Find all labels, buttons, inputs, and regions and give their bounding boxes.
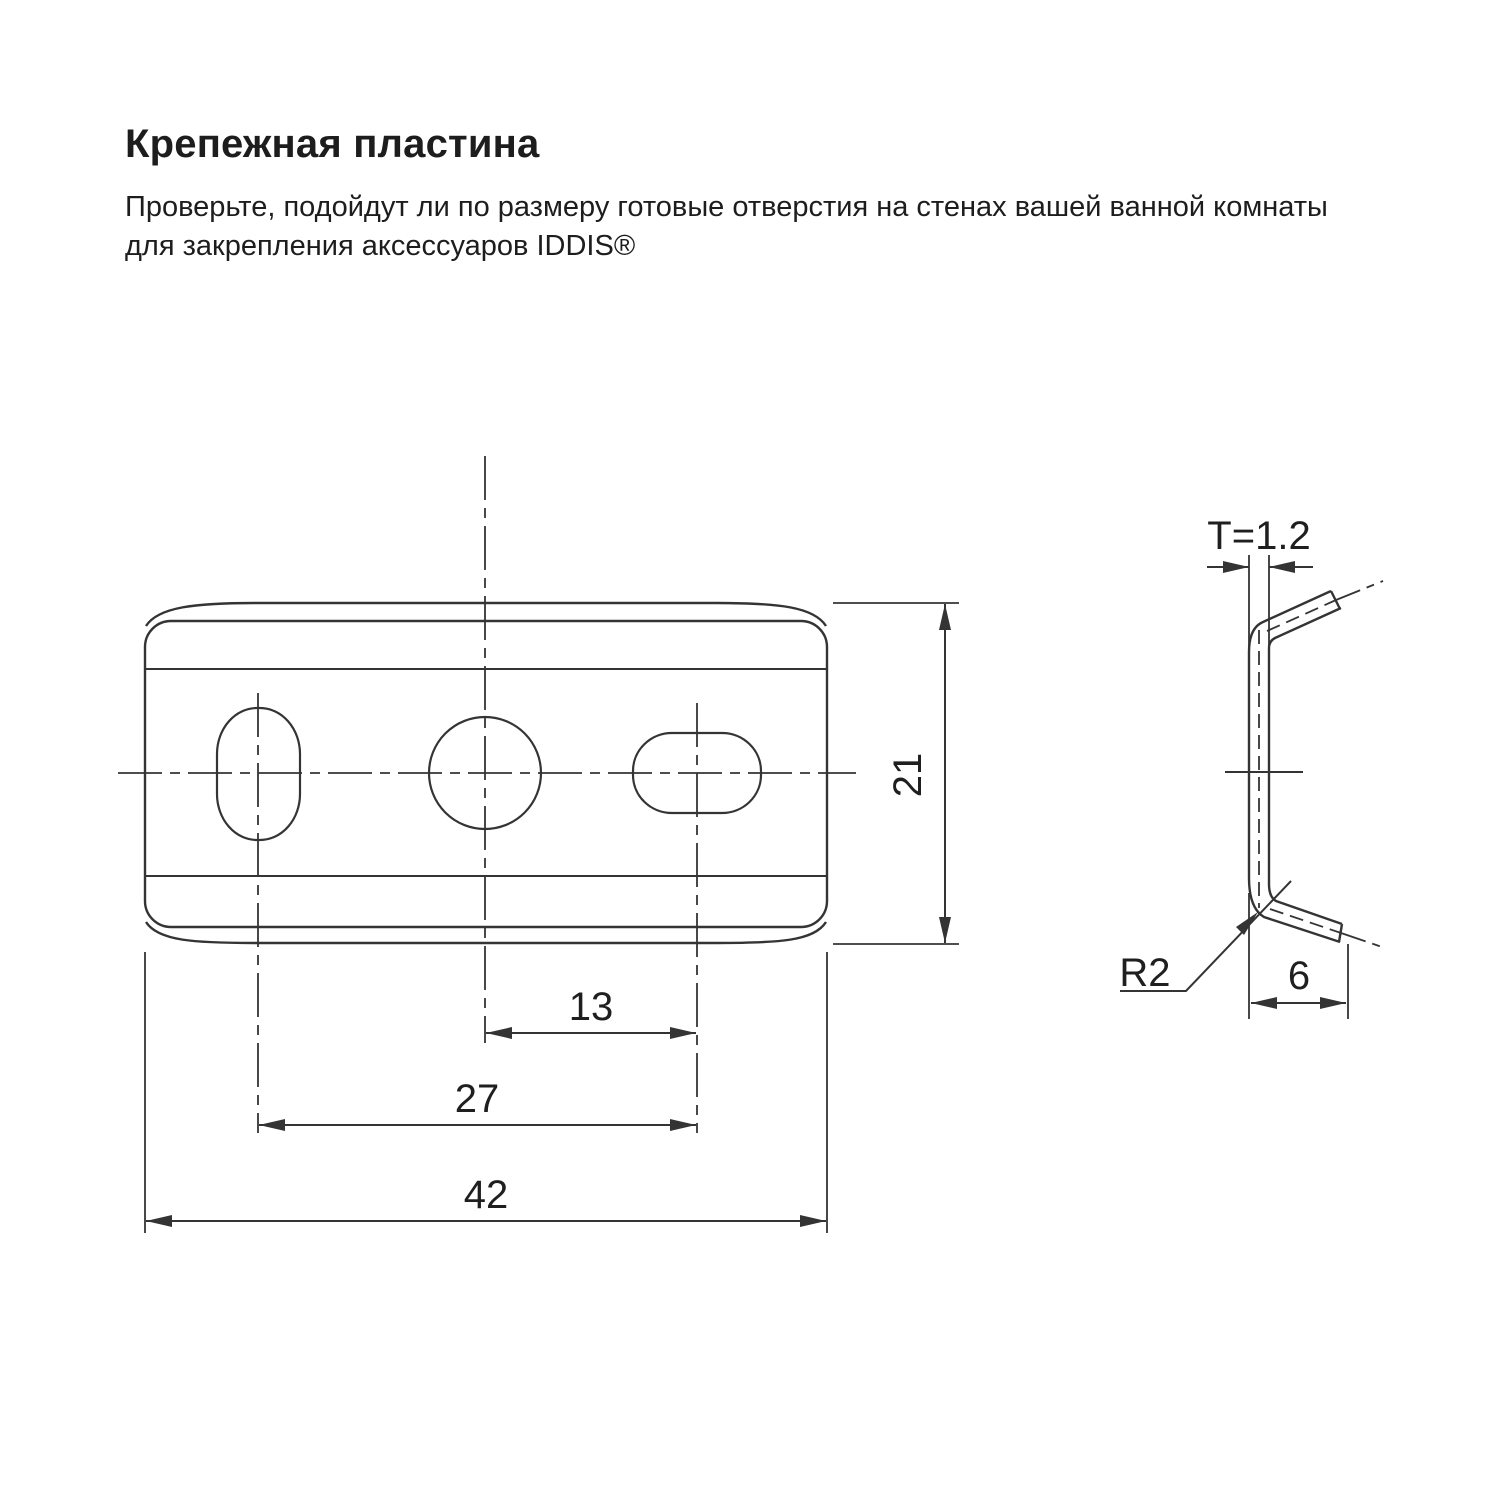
dimension-27 (259, 1077, 696, 1131)
dim-bend-radius-value: R2 (1119, 951, 1171, 995)
dim-42-left-arrow-icon (146, 1215, 172, 1227)
profile-outer-surface (1249, 591, 1340, 942)
dimension-bend-radius (1119, 881, 1291, 995)
r2-arrow-icon (1236, 912, 1258, 935)
dim-6-right-arrow-icon (1320, 997, 1346, 1009)
dimension-thickness (1207, 514, 1313, 655)
front-view (118, 456, 959, 1233)
profile-inner-surface (1269, 608, 1342, 924)
dim-thickness-value: T=1.2 (1207, 514, 1311, 558)
page-title: Крепежная пластина (125, 122, 540, 166)
dim-13-value: 13 (568, 985, 614, 1029)
side-view (1119, 514, 1385, 1019)
plate-bottom-bend-arc (146, 922, 826, 943)
dim-42-value: 42 (463, 1173, 509, 1217)
dim-21-bottom-arrow-icon (939, 917, 951, 943)
dim-21-top-arrow-icon (939, 604, 951, 630)
dim-27-left-arrow-icon (259, 1119, 285, 1131)
top-flange-centerline-tail (1336, 581, 1383, 600)
dim-27-right-arrow-icon (670, 1119, 696, 1131)
dim-t-right-arrow-icon (1269, 561, 1295, 573)
dim-21-value: 21 (886, 752, 930, 798)
dim-t-left-arrow-icon (1223, 561, 1249, 573)
subtitle-line-1: Проверьте, подойдут ли по размеру готовые отверстия на стенах вашей ванной комнаты (125, 191, 1328, 223)
subtitle-line-2: для закрепления аксессуаров IDDIS® (125, 230, 636, 262)
dim-6-left-arrow-icon (1251, 997, 1277, 1009)
dim-13-right-arrow-icon (670, 1027, 696, 1039)
dim-27-value: 27 (454, 1077, 500, 1121)
dimension-13 (486, 985, 696, 1039)
dimension-6 (1249, 893, 1348, 1019)
plate-top-bend-arc (146, 603, 826, 626)
dim-42-right-arrow-icon (800, 1215, 826, 1227)
plate-body-outline (145, 621, 827, 927)
dim-13-left-arrow-icon (486, 1027, 512, 1039)
dim-flange-depth-value: 6 (1287, 954, 1311, 998)
